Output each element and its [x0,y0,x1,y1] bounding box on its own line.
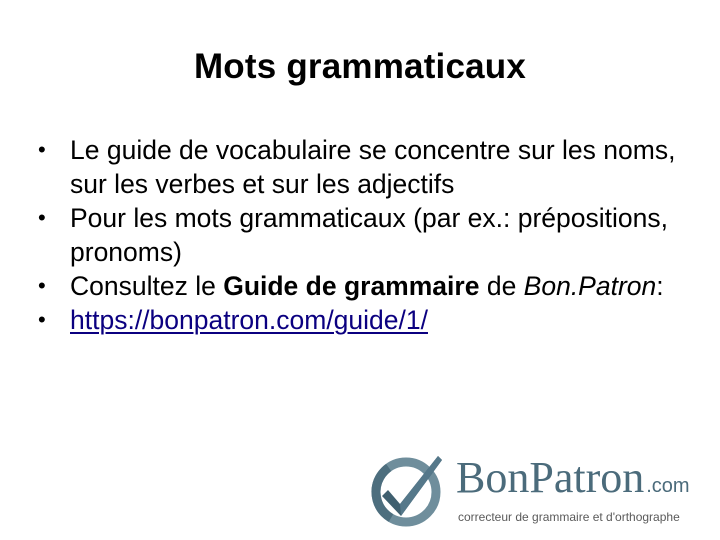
bullet-text-middle: de [479,271,524,301]
bullet-text: Pour les mots grammaticaux (par ex.: prépositions, pronoms) [70,203,668,267]
grammar-guide-name: Guide de grammaire [223,271,480,301]
bullet-icon: • [38,273,46,298]
checkmark-circle-icon [370,450,446,530]
brand-name [456,452,690,512]
brand-tagline: correcteur de grammaire et d'orthographe [458,510,680,524]
bullet-icon: • [38,307,46,332]
brand-text: BonPatron [456,453,645,502]
bullet-text-suffix: : [656,271,664,301]
bullet-list [38,133,678,337]
bullet-item [38,269,678,303]
bullet-item [38,133,678,201]
bullet-icon: • [38,205,46,230]
slide-title: Mots grammaticaux [193,47,527,86]
guide-link[interactable]: https://bonpatron.com/guide/1/ [70,305,428,335]
bonpatron-logo [370,450,715,535]
bullet-icon: • [38,137,46,162]
bullet-item [38,201,678,269]
site-name: Bon.Patron [523,271,657,301]
brand-domain: .com [646,475,690,497]
bullet-text-prefix: Consultez le [70,271,224,301]
bullet-item [38,303,678,337]
bullet-text: Le guide de vocabulaire se concentre sur les noms, sur les verbes et sur les adjectifs [70,135,676,199]
